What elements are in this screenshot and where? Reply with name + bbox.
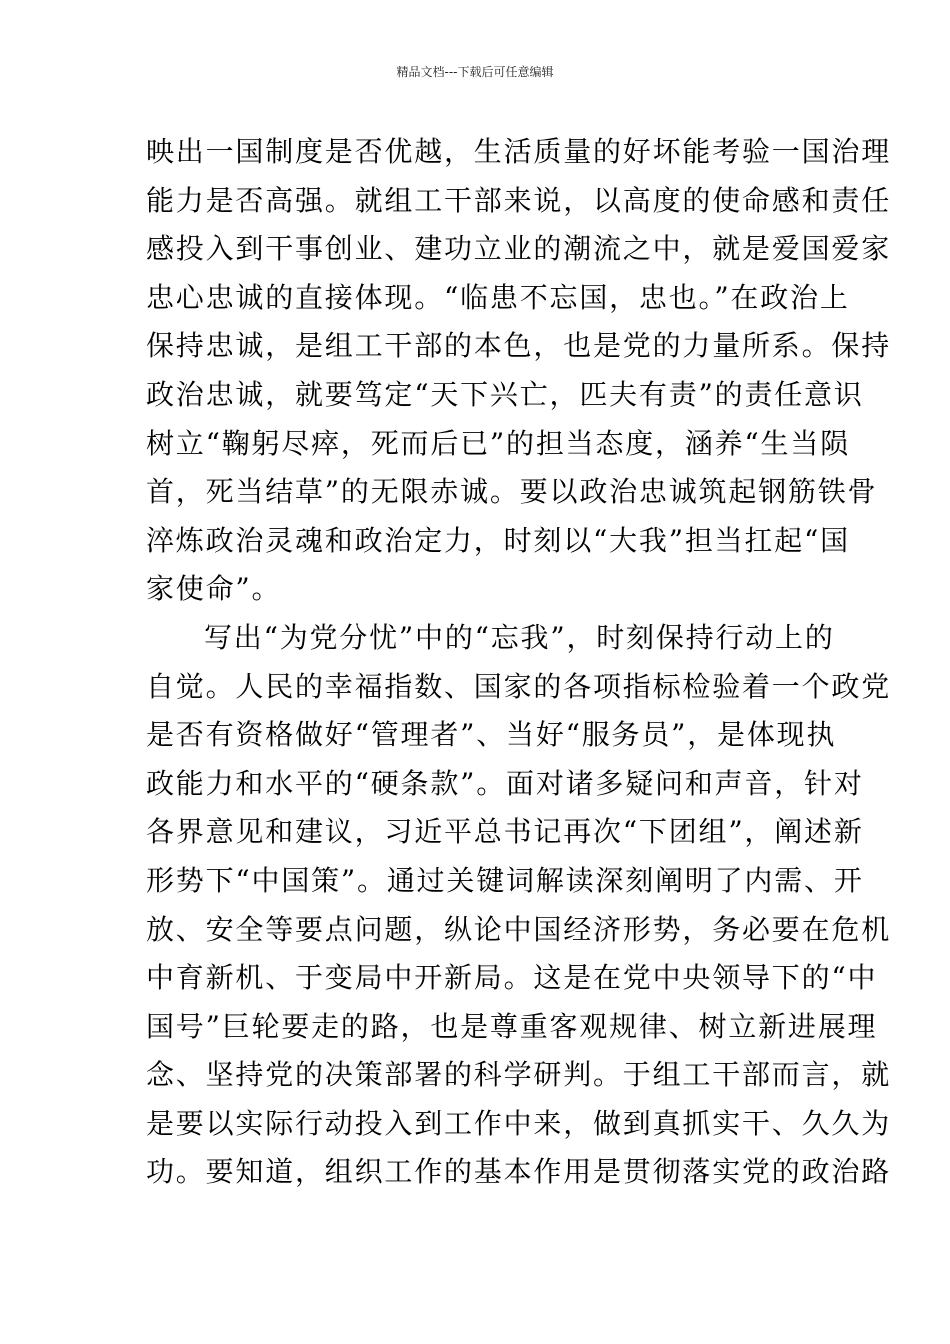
text-line: 是要以实际行动投入到工作中来，做到真抓实干、久久为 [146,1106,892,1140]
text-line: 自觉。人民的幸福指数、国家的各项指标检验着一个政党 [146,669,892,703]
text-line: 念、坚持党的决策部署的科学研判。于组工干部而言，就 [146,1058,892,1092]
text-line: 形势下“中国策”。通过关键词解读深刻阐明了内需、开 [146,863,864,897]
text-line: 能力是否高强。就组工干部来说，以高度的使命感和责任 [146,183,892,217]
text-line: 保持忠诚，是组工干部的本色，也是党的力量所系。保持 [146,329,892,363]
text-line: 国号”巨轮要走的路，也是尊重客观规律、树立新进展理 [146,1009,878,1043]
text-line: 感投入到干事创业、建功立业的潮流之中，就是爱国爱家 [146,232,892,266]
text-line: 首，死当结草”的无限赤诚。要以政治忠诚筑起钢筋铁骨 [146,475,878,509]
text-line: 政治忠诚，就要笃定“天下兴亡，匹夫有责”的责任意识 [146,377,864,411]
text-line: 写出“为党分忧”中的“忘我”，时刻保持行动上的 [204,620,835,654]
text-line: 忠心忠诚的直接体现。“临患不忘国，忠也。”在政治上 [146,280,850,314]
text-line: 政能力和水平的“硬条款”。面对诸多疑问和声音，针对 [146,766,864,800]
text-line: 放、安全等要点问题，纵论中国经济形势，务必要在危机 [146,912,892,946]
text-line: 淬炼政治灵魂和政治定力，时刻以“大我”担当扛起“国 [146,523,850,557]
text-line: 功。要知道，组织工作的基本作用是贯彻落实党的政治路 [146,1155,892,1189]
text-line: 映出一国制度是否优越，生活质量的好坏能考验一国治理 [146,135,892,168]
text-line: 中育新机、于变局中开新局。这是在党中央领导下的“中 [146,961,878,995]
text-line: 家使命”。 [146,572,282,606]
text-line: 各界意见和建议，习近平总书记再次“下团组”，阐述新 [146,815,864,849]
text-line: 树立“鞠躬尽瘁，死而后已”的担当态度，涵养“生当陨 [146,426,850,460]
page-header: 精品文档---下载后可任意编辑 [396,65,554,79]
text-line: 是否有资格做好“管理者”、当好“服务员”，是体现执 [146,718,837,752]
body-text [146,128,892,1197]
